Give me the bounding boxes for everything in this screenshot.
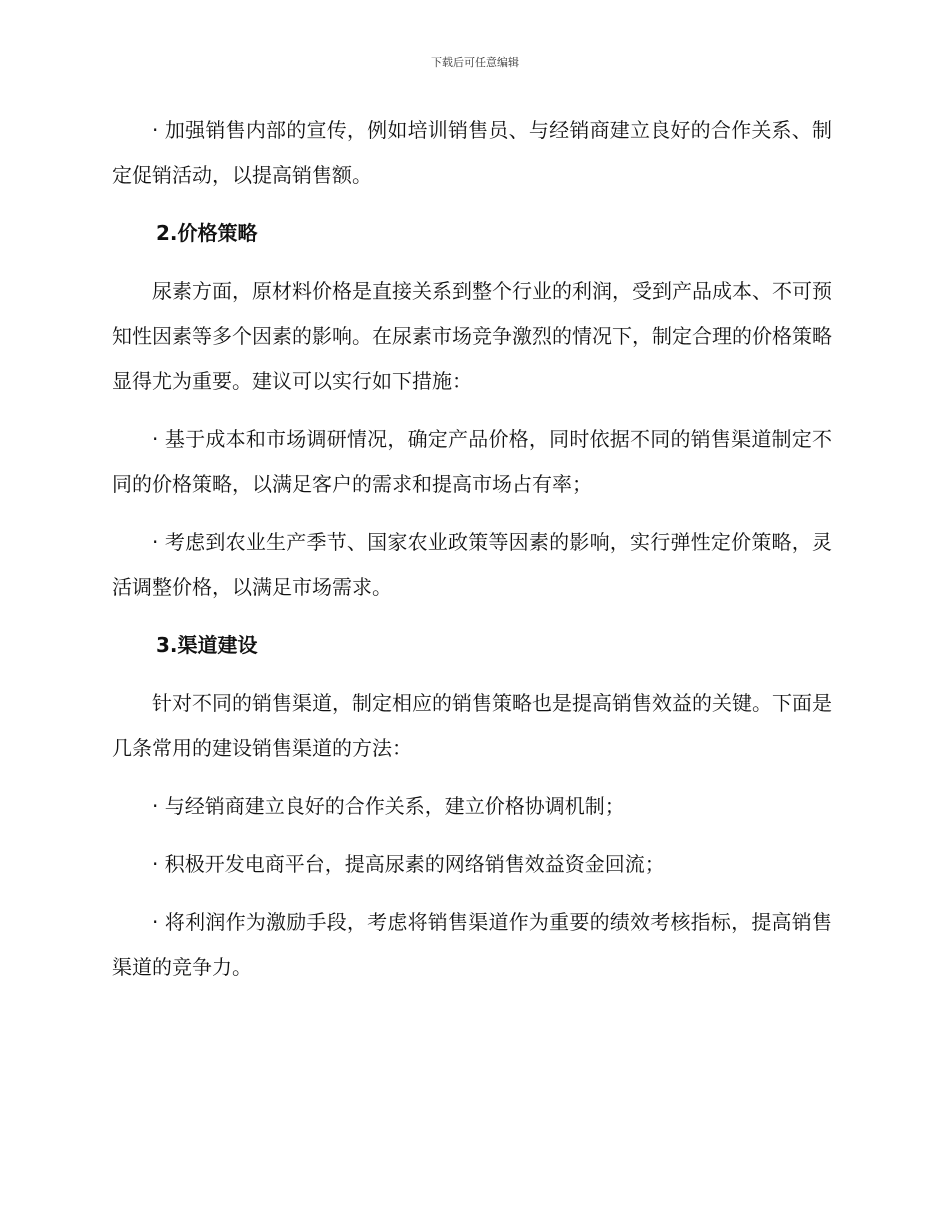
header-note: 下载后可任意编辑 xyxy=(431,56,519,69)
paragraph-pricing-intro: 尿素方面，原材料价格是直接关系到整个行业的利润，受到产品成本、不可预知性因素等多个因素的影响。在尿素市场竞争激烈的情况下，制定合理的价格策略显得尤为重要。建议可以实行如下措施： xyxy=(112,279,832,393)
bullet-paragraph-promotion: · 加强销售内部的宣传，例如培训销售员、与经销商建立良好的合作关系、制定促销活动，以提高销售额。 xyxy=(112,118,832,187)
bullet-paragraph-ecommerce: · 积极开发电商平台，提高尿素的网络销售效益资金回流； xyxy=(152,852,665,876)
bullet-paragraph-flexible-pricing: · 考虑到农业生产季节、国家农业政策等因素的影响，实行弹性定价策略，灵活调整价格，以满足市场需求。 xyxy=(112,530,832,599)
bullet-paragraph-distributors: · 与经销商建立良好的合作关系，建立价格协调机制； xyxy=(152,794,625,818)
bullet-paragraph-incentives: · 将利润作为激励手段，考虑将销售渠道作为重要的绩效考核指标，提高销售渠道的竞争力。 xyxy=(112,910,832,979)
section-heading-channels: 3.渠道建设 xyxy=(156,633,258,657)
bullet-paragraph-cost-pricing: · 基于成本和市场调研情况，确定产品价格，同时依据不同的销售渠道制定不同的价格策略，以满足客户的需求和提高市场占有率； xyxy=(112,427,832,496)
paragraph-channels-intro: 针对不同的销售渠道，制定相应的销售策略也是提高销售效益的关键。下面是几条常用的建设销售渠道的方法： xyxy=(112,691,832,760)
document-body xyxy=(112,108,832,1003)
section-heading-pricing: 2.价格策略 xyxy=(156,221,258,245)
